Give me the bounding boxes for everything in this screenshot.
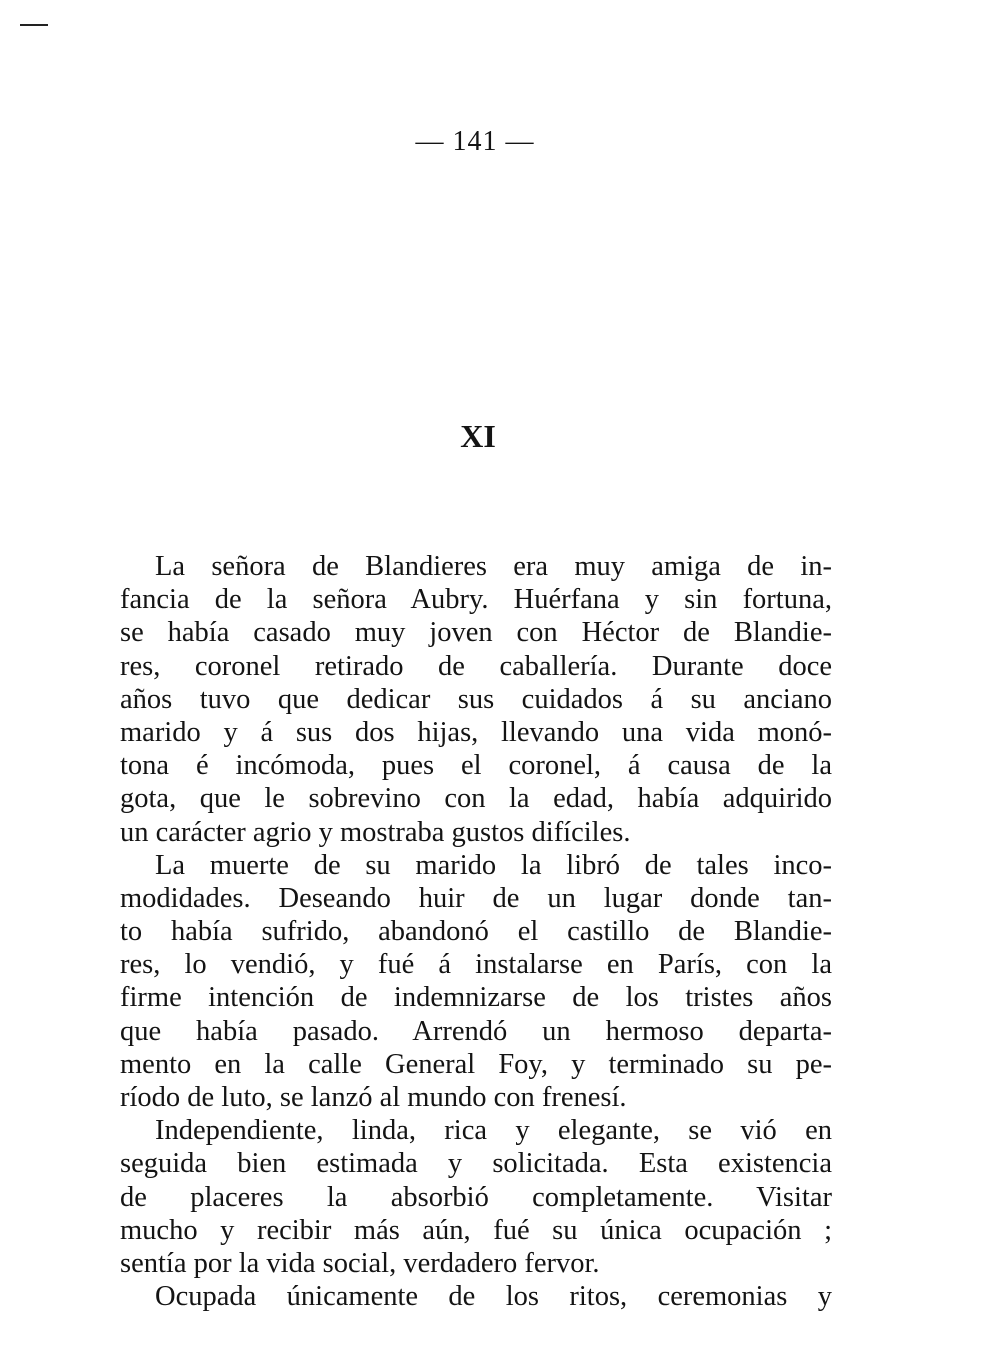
text-line: años tuvo que dedicar sus cuidados á su anciano [120, 683, 832, 715]
text-line: firme intención de indemnizarse de los tristes años [120, 982, 832, 1014]
page-number: — 141 — [415, 126, 535, 157]
paragraph [120, 849, 832, 1115]
text-line: mucho y recibir más aún, fué su única ocupación ; [120, 1214, 832, 1246]
text-line: seguida bien estimada y solicitada. Esta existencia [120, 1148, 832, 1180]
text-line: La señora de Blandieres era muy amiga de in- [155, 551, 832, 582]
text-line: modidades. Deseando huir de un lugar donde tan- [120, 882, 832, 914]
text-line: fancia de la señora Aubry. Huérfana y sin fortuna, [120, 584, 832, 616]
text-line: ríodo de luto, se lanzó al mundo con frenesí. [120, 1082, 627, 1113]
text-line: La muerte de su marido la libró de tales inco- [155, 849, 832, 881]
text-line: gota, que le sobrevino con la edad, había adquirido [120, 783, 832, 815]
text-line: tona é incómoda, pues el coronel, á causa de la [120, 750, 832, 782]
text-line: un carácter agrio y mostraba gustos difíciles. [120, 816, 631, 848]
paragraph [120, 1280, 832, 1313]
chapter-heading: XI [460, 418, 496, 454]
text-line: res, lo vendió, y fué á instalarse en París, con la [120, 949, 832, 981]
text-line: Ocupada únicamente de los ritos, ceremonias y [155, 1281, 832, 1313]
text-line: Independiente, linda, rica y elegante, se vió en [155, 1115, 832, 1147]
text-line: marido y á sus dos hijas, llevando una vida monó- [120, 716, 832, 748]
text-line: sentía por la vida social, verdadero fervor. [120, 1247, 600, 1279]
paragraph [120, 550, 832, 849]
text-line: to había sufrido, abandonó el castillo de Blandie- [120, 916, 832, 948]
scan-mark [20, 24, 48, 26]
body-text [120, 550, 832, 1313]
text-line: mento en la calle General Foy, y terminado su pe- [120, 1048, 832, 1080]
text-line: se había casado muy joven con Héctor de Blandie- [120, 617, 832, 649]
paragraph [120, 1114, 832, 1280]
text-line: que había pasado. Arrendó un hermoso departa- [120, 1015, 832, 1047]
text-line: res, coronel retirado de caballería. Durante doce [120, 650, 832, 682]
text-line: de placeres la absorbió completamente. Visitar [120, 1181, 832, 1213]
